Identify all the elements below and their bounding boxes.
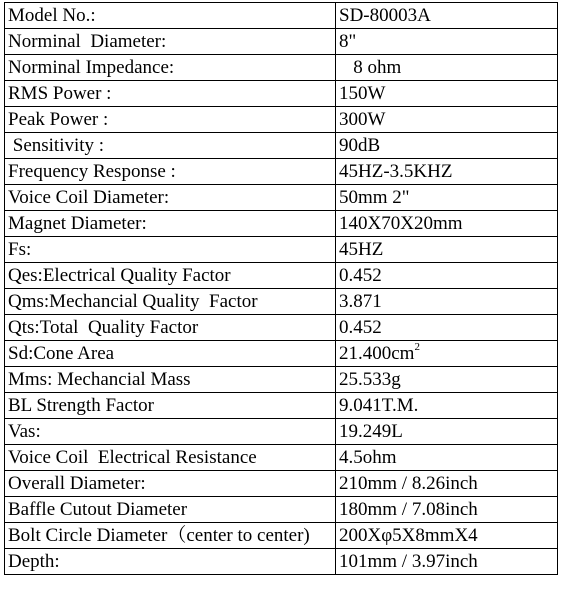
spec-value: 45HZ-3.5KHZ [336, 159, 558, 185]
spec-label: Sensitivity : [5, 133, 336, 159]
spec-value: 3.871 [336, 289, 558, 315]
speaker-spec-table [4, 2, 558, 575]
spec-value: 0.452 [336, 315, 558, 341]
spec-value: 90dB [336, 133, 558, 159]
spec-label: Qts:Total Quality Factor [5, 315, 336, 341]
spec-value: 200Xφ5X8mmX4 [336, 523, 558, 549]
spec-value: 9.041T.M. [336, 393, 558, 419]
spec-label: Voice Coil Electrical Resistance [5, 445, 336, 471]
spec-value: 180mm / 7.08inch [336, 497, 558, 523]
spec-row-mms [5, 367, 558, 393]
unit-superscript: 2 [414, 340, 420, 353]
spec-label: RMS Power : [5, 81, 336, 107]
spec-value: 19.249L [336, 419, 558, 445]
spec-row-rms-power [5, 81, 558, 107]
spec-value: 0.452 [336, 263, 558, 289]
spec-row-sd-cone-area [5, 341, 558, 367]
spec-value-text: 21.400cm [339, 343, 415, 364]
spec-label: Baffle Cutout Diameter [5, 497, 336, 523]
spec-row-vas [5, 419, 558, 445]
spec-value: 210mm / 8.26inch [336, 471, 558, 497]
spec-row-overall-diameter [5, 471, 558, 497]
spec-row-voice-coil-diameter [5, 185, 558, 211]
spec-row-voice-coil-resistance [5, 445, 558, 471]
spec-row-bolt-circle [5, 523, 558, 549]
spec-row-frequency-response [5, 159, 558, 185]
spec-label: Bolt Circle Diameter（center to center) [5, 523, 336, 549]
spec-label: Overall Diameter: [5, 471, 336, 497]
spec-label: Sd:Cone Area [5, 341, 336, 367]
spec-row-qts [5, 315, 558, 341]
spec-label: Voice Coil Diameter: [5, 185, 336, 211]
spec-row-model-no [5, 3, 558, 29]
spec-row-qms [5, 289, 558, 315]
spec-value [336, 341, 558, 367]
spec-value: 4.5ohm [336, 445, 558, 471]
spec-label: Vas: [5, 419, 336, 445]
spec-label: Norminal Diameter: [5, 29, 336, 55]
spec-value: 101mm / 3.97inch [336, 549, 558, 575]
spec-label: Magnet Diameter: [5, 211, 336, 237]
spec-row-baffle-cutout [5, 497, 558, 523]
spec-value: 150W [336, 81, 558, 107]
spec-value: 45HZ [336, 237, 558, 263]
spec-value: 25.533g [336, 367, 558, 393]
spec-row-nominal-diameter [5, 29, 558, 55]
spec-row-nominal-impedance [5, 55, 558, 81]
spec-value: SD-80003A [336, 3, 558, 29]
spec-label: Model No.: [5, 3, 336, 29]
spec-label: Mms: Mechancial Mass [5, 367, 336, 393]
spec-label: Peak Power : [5, 107, 336, 133]
spec-row-bl-strength [5, 393, 558, 419]
spec-label: Norminal Impedance: [5, 55, 336, 81]
spec-label: Qms:Mechancial Quality Factor [5, 289, 336, 315]
spec-value: 50mm 2" [336, 185, 558, 211]
spec-value: 8" [336, 29, 558, 55]
spec-value: 300W [336, 107, 558, 133]
spec-row-magnet-diameter [5, 211, 558, 237]
spec-label: Depth: [5, 549, 336, 575]
spec-row-fs [5, 237, 558, 263]
spec-row-sensitivity [5, 133, 558, 159]
spec-value: 8 ohm [336, 55, 558, 81]
spec-label: BL Strength Factor [5, 393, 336, 419]
spec-value: 140X70X20mm [336, 211, 558, 237]
spec-row-qes [5, 263, 558, 289]
spec-row-peak-power [5, 107, 558, 133]
spec-label: Frequency Response : [5, 159, 336, 185]
spec-label: Fs: [5, 237, 336, 263]
spec-label: Qes:Electrical Quality Factor [5, 263, 336, 289]
spec-row-depth [5, 549, 558, 575]
